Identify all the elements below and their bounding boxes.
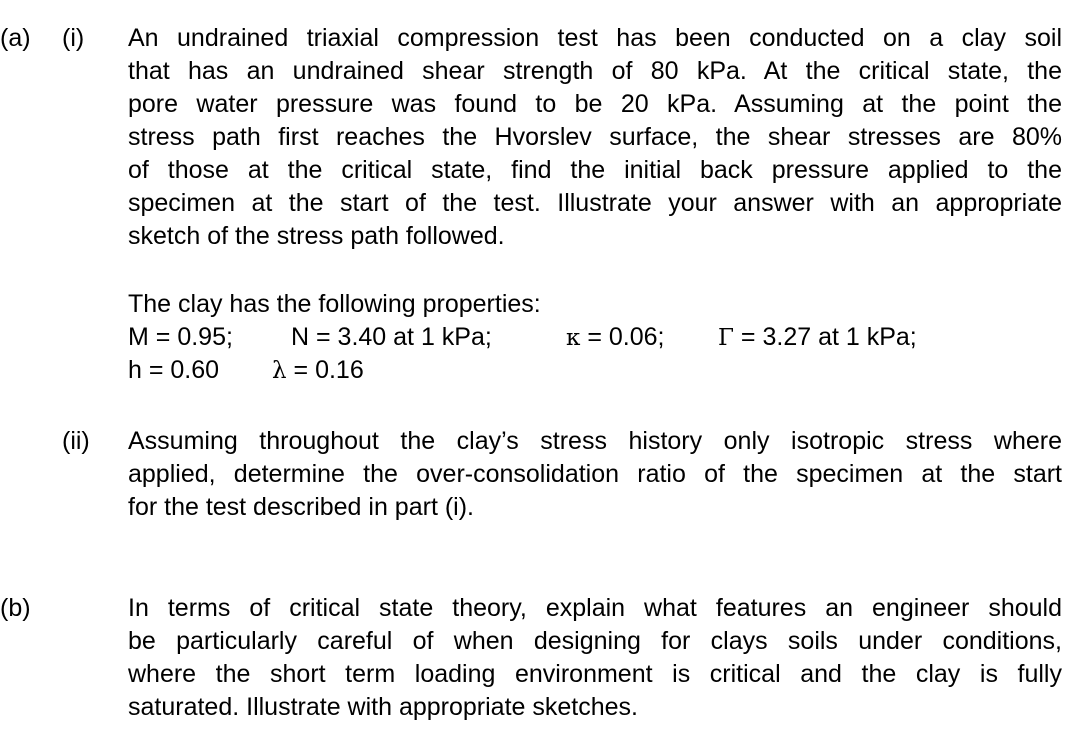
property-h: h = 0.60 — [128, 356, 220, 384]
part-a-ii-label: (ii) — [62, 427, 90, 455]
question-line: sketch of the stress path followed. — [128, 222, 505, 250]
property-gamma — [718, 321, 917, 355]
gamma-value: = 3.27 at 1 kPa; — [740, 323, 917, 351]
part-a-label: (a) — [0, 24, 31, 52]
properties-intro: The clay has the following properties: — [128, 290, 541, 318]
question-line: Assuming throughout the clay’s stress history only isotropic stress where — [128, 427, 1062, 455]
lambda-value: = 0.16 — [293, 356, 364, 384]
question-line: applied, determine the over-consolidation ratio of the specimen at the start — [128, 460, 1062, 488]
kappa-value: = 0.06; — [587, 323, 665, 351]
question-line: that has an undrained shear strength of 80 kPa. At the critical state, the — [128, 57, 1062, 85]
property-n: N = 3.40 at 1 kPa; — [291, 323, 492, 351]
property-lambda — [272, 354, 364, 388]
question-line: where the short term loading environment is critical and the clay is fully — [128, 660, 1062, 688]
question-line: In terms of critical state theory, explain what features an engineer should — [128, 594, 1062, 622]
question-line: An undrained triaxial compression test has been conducted on a clay soil — [128, 24, 1062, 52]
part-a-i-label: (i) — [62, 24, 85, 52]
question-line: pore water pressure was found to be 20 kPa. Assuming at the point the — [128, 90, 1062, 118]
lambda-symbol: λ — [272, 358, 287, 384]
question-line: for the test described in part (i). — [128, 493, 474, 521]
property-kappa — [566, 321, 664, 355]
property-m: M = 0.95; — [128, 323, 233, 351]
gamma-symbol: Γ — [718, 325, 734, 351]
question-line: stress path first reaches the Hvorslev surface, the shear stresses are 80% — [128, 123, 1062, 151]
question-line: saturated. Illustrate with appropriate sketches. — [128, 693, 638, 721]
question-line: specimen at the start of the test. Illustrate your answer with an appropriate — [128, 189, 1062, 217]
part-b-label: (b) — [0, 594, 31, 622]
kappa-symbol: κ — [566, 325, 581, 351]
question-line: of those at the critical state, find the initial back pressure applied to the — [128, 156, 1062, 184]
question-line: be particularly careful of when designing for clays soils under conditions, — [128, 627, 1062, 655]
